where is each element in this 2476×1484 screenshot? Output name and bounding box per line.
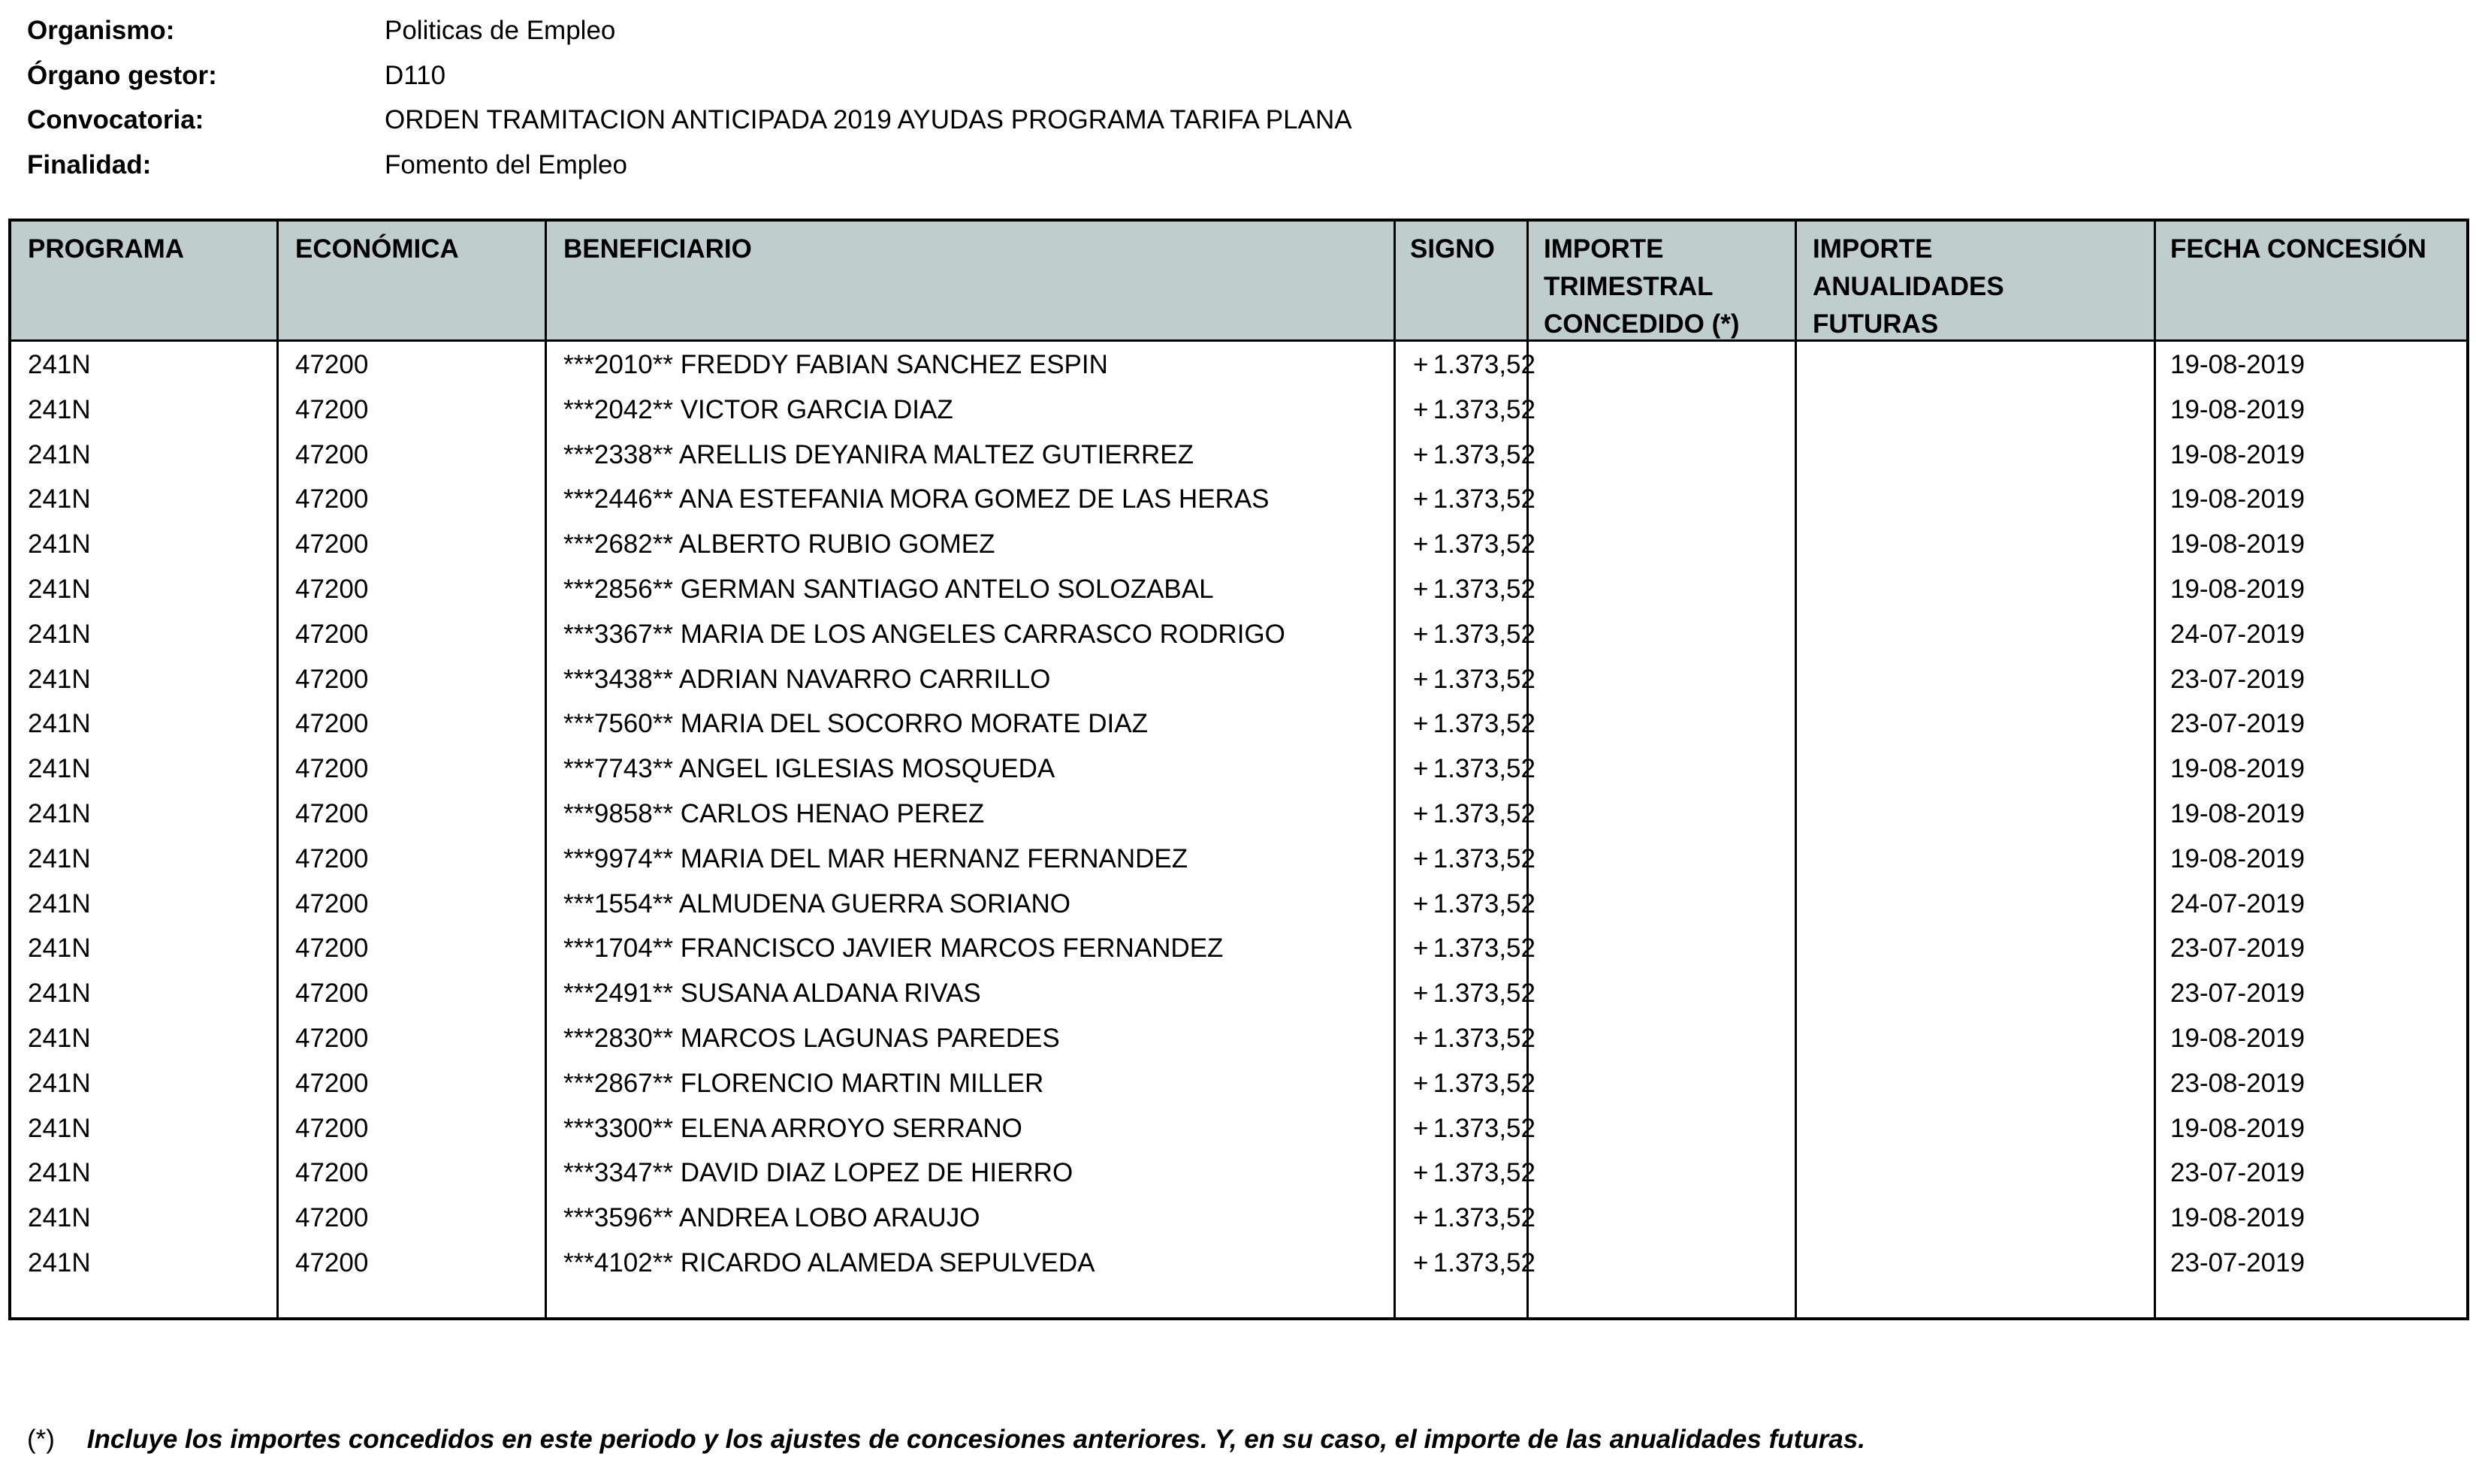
- cell-signo: +: [1413, 799, 1429, 828]
- header-economica: ECONÓMICA: [295, 234, 459, 264]
- cell-signo: +: [1413, 709, 1429, 739]
- table-row: [11, 882, 2466, 927]
- cell-signo: +: [1413, 394, 1429, 424]
- cell-economica: 47200: [295, 1248, 369, 1277]
- cell-programa: 241N: [28, 1248, 91, 1277]
- cell-economica: 47200: [295, 1068, 369, 1098]
- organo-gestor-value: D110: [385, 60, 446, 90]
- header-importe-trimestral: [1544, 231, 1740, 343]
- header-importe-anualidades: [1813, 231, 2004, 343]
- organo-gestor-label: Órgano gestor:: [27, 60, 217, 90]
- convocatoria-value: ORDEN TRAMITACION ANTICIPADA 2019 AYUDAS PROGRAMA TARIFA PLANA: [385, 105, 1352, 134]
- cell-economica: 47200: [295, 843, 369, 873]
- cell-economica: 47200: [295, 394, 369, 424]
- table-row: [11, 1151, 2466, 1196]
- cell-economica: 47200: [295, 979, 369, 1009]
- cell-importe: 1.373,52: [1433, 439, 1535, 469]
- cell-programa: 241N: [28, 439, 91, 469]
- table-row: [11, 1196, 2466, 1241]
- cell-importe: 1.373,52: [1433, 934, 1535, 964]
- cell-fecha: 19-08-2019: [2170, 484, 2305, 514]
- cell-programa: 241N: [28, 934, 91, 964]
- cell-fecha: 23-07-2019: [2170, 934, 2305, 964]
- cell-importe: 1.373,52: [1433, 1024, 1535, 1053]
- cell-fecha: 23-07-2019: [2170, 1248, 2305, 1277]
- cell-fecha: 19-08-2019: [2170, 1113, 2305, 1143]
- cell-beneficiario: ***7560** MARIA DEL SOCORRO MORATE DIAZ: [563, 709, 1148, 739]
- cell-beneficiario: ***3347** DAVID DIAZ LOPEZ DE HIERRO: [563, 1158, 1073, 1188]
- cell-fecha: 19-08-2019: [2170, 754, 2305, 784]
- cell-signo: +: [1413, 888, 1429, 918]
- cell-economica: 47200: [295, 934, 369, 964]
- cell-beneficiario: ***2042** VICTOR GARCIA DIAZ: [563, 394, 953, 424]
- cell-signo: +: [1413, 529, 1429, 560]
- cell-signo: +: [1413, 1158, 1429, 1188]
- cell-importe: 1.373,52: [1433, 575, 1535, 604]
- cell-programa: 241N: [28, 843, 91, 873]
- cell-importe: 1.373,52: [1433, 799, 1535, 828]
- header-importe-line2: TRIMESTRAL: [1544, 272, 1714, 301]
- cell-importe: 1.373,52: [1433, 484, 1535, 514]
- cell-beneficiario: ***1554** ALMUDENA GUERRA SORIANO: [563, 888, 1070, 918]
- table-row: [11, 522, 2466, 567]
- cell-importe: 1.373,52: [1433, 843, 1535, 873]
- cell-programa: 241N: [28, 350, 91, 379]
- cell-importe: 1.373,52: [1433, 394, 1535, 424]
- cell-signo: +: [1413, 1113, 1429, 1143]
- cell-programa: 241N: [28, 709, 91, 739]
- cell-beneficiario: ***9974** MARIA DEL MAR HERNANZ FERNANDEZ: [563, 843, 1188, 873]
- cell-economica: 47200: [295, 529, 369, 560]
- cell-economica: 47200: [295, 350, 369, 379]
- cell-importe: 1.373,52: [1433, 619, 1535, 649]
- cell-programa: 241N: [28, 979, 91, 1009]
- cell-economica: 47200: [295, 754, 369, 784]
- organismo-label: Organismo:: [27, 16, 175, 45]
- cell-programa: 241N: [28, 799, 91, 828]
- cell-beneficiario: ***4102** RICARDO ALAMEDA SEPULVEDA: [563, 1248, 1095, 1277]
- cell-signo: +: [1413, 484, 1429, 514]
- cell-importe: 1.373,52: [1433, 529, 1535, 560]
- cell-economica: 47200: [295, 484, 369, 514]
- cell-beneficiario: ***2682** ALBERTO RUBIO GOMEZ: [563, 529, 995, 560]
- cell-programa: 241N: [28, 754, 91, 784]
- header-programa: PROGRAMA: [28, 234, 185, 264]
- table-row: [11, 567, 2466, 612]
- cell-importe: 1.373,52: [1433, 754, 1535, 784]
- table-row: [11, 792, 2466, 837]
- header-anual-line2: ANUALIDADES: [1813, 272, 2004, 301]
- cell-economica: 47200: [295, 1024, 369, 1053]
- cell-beneficiario: ***3596** ANDREA LOBO ARAUJO: [563, 1203, 980, 1233]
- table-row: [11, 477, 2466, 522]
- cell-beneficiario: ***3438** ADRIAN NAVARRO CARRILLO: [563, 664, 1051, 694]
- footnote: [27, 1421, 1865, 1458]
- header-anual-line1: IMPORTE: [1813, 234, 1933, 264]
- cell-fecha: 24-07-2019: [2170, 619, 2305, 649]
- cell-signo: +: [1413, 1248, 1429, 1277]
- cell-fecha: 19-08-2019: [2170, 799, 2305, 828]
- header-signo: SIGNO: [1410, 234, 1495, 264]
- cell-beneficiario: ***7743** ANGEL IGLESIAS MOSQUEDA: [563, 754, 1055, 784]
- cell-beneficiario: ***2830** MARCOS LAGUNAS PAREDES: [563, 1024, 1060, 1053]
- cell-programa: 241N: [28, 1024, 91, 1053]
- cell-signo: +: [1413, 664, 1429, 694]
- header-anual-line3: FUTURAS: [1813, 309, 1939, 339]
- cell-importe: 1.373,52: [1433, 1248, 1535, 1277]
- cell-signo: +: [1413, 979, 1429, 1009]
- cell-beneficiario: ***2867** FLORENCIO MARTIN MILLER: [563, 1068, 1044, 1098]
- cell-fecha: 19-08-2019: [2170, 1024, 2305, 1053]
- cell-beneficiario: ***9858** CARLOS HENAO PEREZ: [563, 799, 985, 828]
- cell-importe: 1.373,52: [1433, 664, 1535, 694]
- table-row: [11, 747, 2466, 792]
- cell-signo: +: [1413, 619, 1429, 649]
- cell-fecha: 24-07-2019: [2170, 888, 2305, 918]
- cell-fecha: 19-08-2019: [2170, 575, 2305, 604]
- cell-importe: 1.373,52: [1433, 1113, 1535, 1143]
- table-row: [11, 612, 2466, 657]
- cell-programa: 241N: [28, 1113, 91, 1143]
- cell-signo: +: [1413, 350, 1429, 379]
- table-header: [11, 222, 2466, 342]
- cell-beneficiario: ***2446** ANA ESTEFANIA MORA GOMEZ DE LAS HERAS: [563, 484, 1270, 514]
- cell-economica: 47200: [295, 888, 369, 918]
- cell-beneficiario: ***2338** ARELLIS DEYANIRA MALTEZ GUTIERREZ: [563, 439, 1194, 469]
- cell-economica: 47200: [295, 1203, 369, 1233]
- cell-economica: 47200: [295, 619, 369, 649]
- cell-programa: 241N: [28, 394, 91, 424]
- cell-economica: 47200: [295, 575, 369, 604]
- table-row: [11, 657, 2466, 702]
- cell-economica: 47200: [295, 709, 369, 739]
- cell-beneficiario: ***2010** FREDDY FABIAN SANCHEZ ESPIN: [563, 350, 1108, 379]
- cell-importe: 1.373,52: [1433, 979, 1535, 1009]
- cell-beneficiario: ***2856** GERMAN SANTIAGO ANTELO SOLOZABAL: [563, 575, 1214, 604]
- cell-importe: 1.373,52: [1433, 1203, 1535, 1233]
- cell-economica: 47200: [295, 664, 369, 694]
- table-row: [11, 1061, 2466, 1106]
- cell-signo: +: [1413, 934, 1429, 964]
- cell-fecha: 23-07-2019: [2170, 979, 2305, 1009]
- table-row: [11, 433, 2466, 478]
- header-importe-line1: IMPORTE: [1544, 234, 1664, 264]
- table-row: [11, 971, 2466, 1016]
- cell-programa: 241N: [28, 1203, 91, 1233]
- cell-importe: 1.373,52: [1433, 709, 1535, 739]
- cell-signo: +: [1413, 439, 1429, 469]
- table-row: [11, 388, 2466, 433]
- cell-fecha: 19-08-2019: [2170, 843, 2305, 873]
- cell-signo: +: [1413, 575, 1429, 604]
- cell-importe: 1.373,52: [1433, 1068, 1535, 1098]
- table-row: [11, 1106, 2466, 1151]
- cell-beneficiario: ***3300** ELENA ARROYO SERRANO: [563, 1113, 1022, 1143]
- footnote-mark: (*): [27, 1425, 55, 1454]
- cell-economica: 47200: [295, 1158, 369, 1188]
- cell-programa: 241N: [28, 888, 91, 918]
- cell-importe: 1.373,52: [1433, 350, 1535, 379]
- cell-importe: 1.373,52: [1433, 1158, 1535, 1188]
- cell-economica: 47200: [295, 1113, 369, 1143]
- cell-importe: 1.373,52: [1433, 888, 1535, 918]
- cell-fecha: 23-07-2019: [2170, 664, 2305, 694]
- beneficiaries-table: [8, 219, 2469, 1320]
- footnote-text: Incluye los importes concedidos en este periodo y los ajustes de concesiones anteriores. Y, en su caso, el importe de las anualidades futuras.: [86, 1425, 1865, 1454]
- cell-signo: +: [1413, 1203, 1429, 1233]
- cell-fecha: 19-08-2019: [2170, 394, 2305, 424]
- organismo-value: Politicas de Empleo: [385, 16, 616, 45]
- header-importe-line3: CONCEDIDO (*): [1544, 309, 1740, 339]
- cell-signo: +: [1413, 1068, 1429, 1098]
- cell-programa: 241N: [28, 619, 91, 649]
- cell-programa: 241N: [28, 1158, 91, 1188]
- cell-fecha: 23-07-2019: [2170, 1158, 2305, 1188]
- cell-fecha: 23-07-2019: [2170, 709, 2305, 739]
- finalidad-label: Finalidad:: [27, 149, 152, 179]
- cell-programa: 241N: [28, 529, 91, 560]
- cell-fecha: 19-08-2019: [2170, 1203, 2305, 1233]
- cell-fecha: 19-08-2019: [2170, 439, 2305, 469]
- cell-signo: +: [1413, 843, 1429, 873]
- cell-economica: 47200: [295, 439, 369, 469]
- cell-fecha: 23-08-2019: [2170, 1068, 2305, 1098]
- header-beneficiario: BENEFICIARIO: [563, 234, 752, 264]
- cell-beneficiario: ***2491** SUSANA ALDANA RIVAS: [563, 979, 981, 1009]
- cell-signo: +: [1413, 754, 1429, 784]
- cell-signo: +: [1413, 1024, 1429, 1053]
- cell-programa: 241N: [28, 664, 91, 694]
- table-row: [11, 701, 2466, 747]
- cell-fecha: 19-08-2019: [2170, 350, 2305, 379]
- convocatoria-label: Convocatoria:: [27, 105, 204, 134]
- cell-economica: 47200: [295, 799, 369, 828]
- table-row: [11, 837, 2466, 882]
- header-fecha-concesion: FECHA CONCESIÓN: [2170, 234, 2426, 264]
- cell-programa: 241N: [28, 575, 91, 604]
- cell-beneficiario: ***1704** FRANCISCO JAVIER MARCOS FERNANDEZ: [563, 934, 1224, 964]
- cell-beneficiario: ***3367** MARIA DE LOS ANGELES CARRASCO RODRIGO: [563, 619, 1285, 649]
- finalidad-value: Fomento del Empleo: [385, 149, 627, 179]
- cell-programa: 241N: [28, 484, 91, 514]
- cell-programa: 241N: [28, 1068, 91, 1098]
- table-row: [11, 1241, 2466, 1286]
- table-row: [11, 342, 2466, 388]
- table-row: [11, 1016, 2466, 1061]
- table-row: [11, 926, 2466, 971]
- cell-fecha: 19-08-2019: [2170, 529, 2305, 560]
